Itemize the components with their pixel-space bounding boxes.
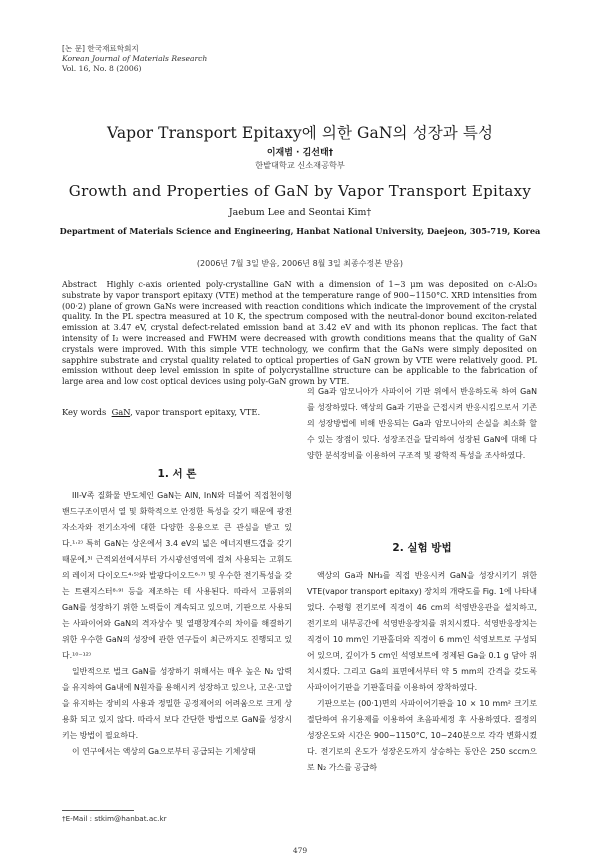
- methods-paragraph-2: 기판으로는 (00·1)면의 사파이어기판을 10 × 10 mm² 크기로 절단하여 유기용제를 이용하여 초음파세정 후 사용하였다. 결정의 성장온도와 시간은 900~1150°C, 10~240분으로 각각 변화시켰다. 전기로의 온도가 성장온도까지 상승하는 동안은 250 sccm으로 N₂ 가스를 공급하: [307, 699, 537, 772]
- authors-english: Jaebum Lee and Seontai Kim†: [228, 207, 372, 218]
- keywords: [62, 407, 260, 417]
- keywords-label: Key words: [62, 407, 107, 417]
- journal-name-en: Korean Journal of Materials Research: [62, 54, 208, 63]
- affiliation-english: Department of Materials Science and Engineering, Hanbat National University, Daejeon, 305-719, Korea: [59, 226, 541, 236]
- abstract-text: Highly c-axis oriented poly-crystalline GaN with a dimension of 1~3 μm was deposited on c-Al₂O₃ substrate by vapor transport epitaxy (VTE) method at the temperature range of 900~1150°C. XRD intensities from (00·2) plane of grown GaNs were increased with reaction conditions which indicate the improvement of the crystal quality. In the PL spectra measured at 10 K, the spectrum composed with the neutral-donor bound exciton-related emission at 3.47 eV, crystal defect-related emission band at 3.42 eV and with its phonon replicas. The fact that intensity of I₂ were increased and FWHM were decreased with growth conditions means that the quality of GaN crystals were improved. With this simple VTE technology, we confirm that the GaNs were simply deposited on sapphire substrate and crystal quality related to optical properties of GaN grown by VTE were relatively good. PL emission without deep level emission in spite of polycrystalline structure can be applicable to the fabrication of large area and low cost optical devices using poly-GaN grown by VTE.: [62, 280, 537, 387]
- intro-paragraph-3: 이 연구에서는 액상의 Ga으로부터 공급되는 기체상태: [72, 747, 256, 756]
- abstract-label: Abstract: [62, 280, 97, 289]
- journal-volume: Vol. 16, No. 8 (2006): [62, 64, 142, 73]
- journal-header: [62, 44, 207, 74]
- section-heading-introduction: 1. 서 론: [157, 468, 197, 480]
- title-english: Growth and Properties of GaN by Vapor Transport Epitaxy: [68, 182, 532, 200]
- column-left: [62, 488, 292, 760]
- journal-name-ko: [논 문] 한국재료학회지: [62, 44, 139, 53]
- affiliation-korean: 한밭대학교 신소재공학부: [255, 160, 345, 170]
- intro-paragraph-1: III-V족 질화물 반도체인 GaN는 AlN, InN와 더불어 직접천이형 밴드구조이면서 열 및 화학적으로 안정한 특성을 갖기 때문에 광전자소자와 전기소자에 대한 다양한 응용으로 큰 관심을 받고 있다.¹·²⁾ 특히 GaN는 상온에서 3.4 eV의 넓은 에너지밴드갭을 갖기 때문에,³⁾ 근적외선에서부터 가시광선영역에 걸쳐 사용되는 고휘도의 레이저 다이오드⁴·⁵⁾와 발광다이오드⁶·⁷⁾ 및 우수한 전기특성을 갖는 트랜지스터⁸·⁹⁾ 등을 제조하는 데 사용된다. 따라서 고품위의 GaN를 성장하기 위한 노력들이 계속되고 있으며, 기판으로 사용되는 사파이어와 GaN의 격자상수 및 열팽창계수의 차이를 해결하기 위한 우수한 GaN의 성장에 관한 연구들이 최근까지도 진행되고 있다.¹⁰⁻¹²⁾: [62, 491, 292, 660]
- footnote-email: †E-Mail : stkim@hanbat.ac.kr: [62, 814, 167, 823]
- intro-continuation: 의 Ga과 암모니아가 사파이어 기판 위에서 반응하도록 하여 GaN를 성장하였다. 액상의 Ga과 기판을 근접시켜 반응시킴으로서 기존의 성장방법에 비해 반응되는 Ga과 암모니아의 손실을 최소화 할 수 있는 장점이 있다. 성장조건을 달리하여 성장된 GaN에 대해 다양한 분석장비를 이용하여 구조적 및 광학적 특성을 조사하였다.: [307, 387, 537, 460]
- section-heading-methods: 2. 실험 방법: [392, 542, 452, 554]
- page-number: 479: [292, 846, 308, 855]
- keyword-link[interactable]: GaN: [111, 407, 131, 417]
- title-korean: Vapor Transport Epitaxy에 의한 GaN의 성장과 특성: [106, 124, 494, 142]
- column-right-intro: [307, 384, 537, 464]
- footnote-rule: [62, 810, 134, 811]
- column-right-methods: [307, 568, 537, 776]
- intro-paragraph-2: 일반적으로 벌크 GaN를 성장하기 위해서는 매우 높은 N₂ 압력을 유지하여 Ga내에 N원자를 용해시켜 성장하고 있으나, 고온·고압을 유지하는 장비의 사용과 정밀한 공정제어의 어려움으로 크게 상용화 되고 있지 않다. 따라서 보다 간단한 방법으로 GaN를 성장시키는 방법이 필요하다.: [62, 667, 292, 740]
- abstract: [62, 280, 537, 388]
- received-dates: (2006년 7월 3일 받음, 2006년 8월 3일 최종수정본 받음): [196, 259, 404, 268]
- methods-paragraph-1: 액상의 Ga과 NH₃를 직접 반응시켜 GaN을 성장시키기 위한 VTE(vapor transport epitaxy) 장치의 개략도를 Fig. 1에 나타내었다. 수평형 전기로에 직경이 46 cm의 석영반응관을 설치하고, 전기로의 내부공간에 석영반응장치를 위치시켰다. 석영반응장치는 직경이 10 mm인 기판홀더와 직경이 6 mm인 석영보트로 구성되어 있으며, 깊이가 5 cm인 석영보트에 정제된 Ga을 0.1 g 담아 위치시켰다. 그리고 Ga의 표면에서부터 약 5 mm의 간격을 갖도록 사파이어기판을 기판홀더를 이용하여 장착하였다.: [307, 571, 537, 692]
- authors-korean: 이재범 · 김선태†: [266, 148, 334, 158]
- keywords-rest: , vapor transport epitaxy, VTE.: [130, 407, 261, 417]
